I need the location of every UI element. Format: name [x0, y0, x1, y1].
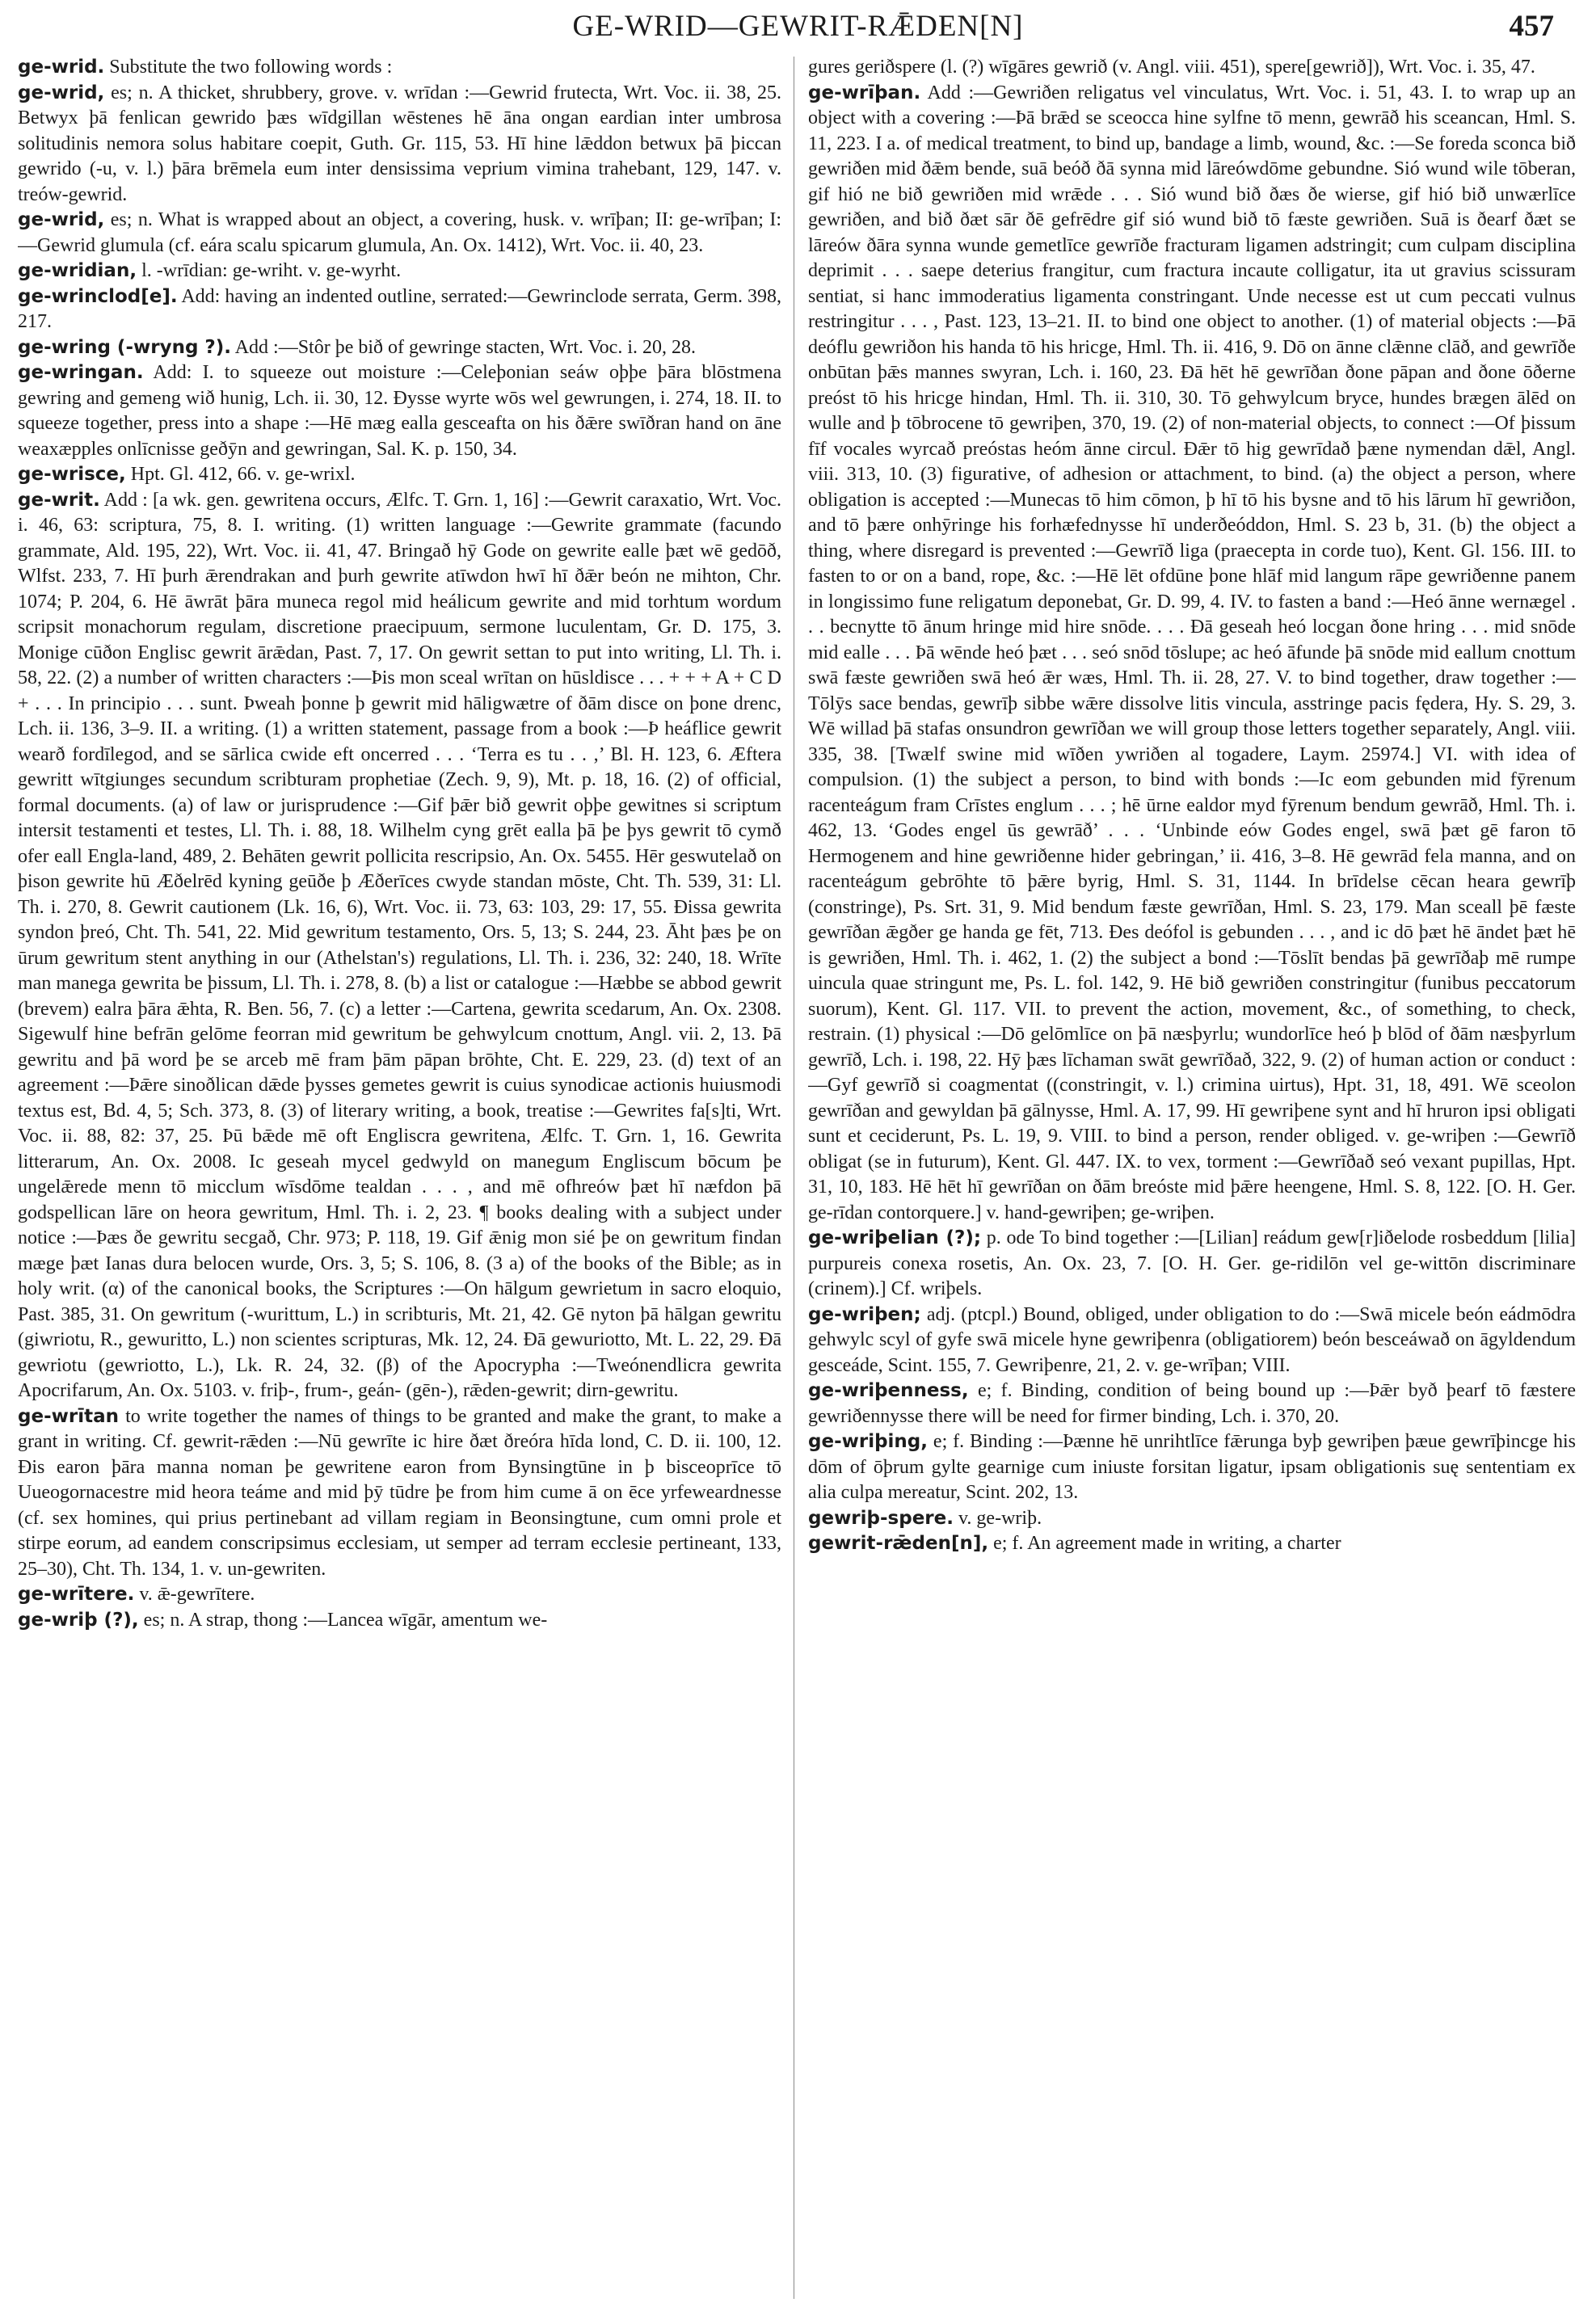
entry-headword: ge-wrītere. — [18, 1584, 135, 1605]
entry-definition: Hpt. Gl. 412, 66. v. ge-wrixl. — [130, 464, 356, 485]
dictionary-entry — [18, 1608, 781, 1634]
entry-headword: ge-wriþen; — [808, 1303, 921, 1325]
dictionary-entry — [808, 1303, 1576, 1379]
entry-definition: es; n. A thicket, shrubbery, grove. v. wrīdan :—Gewrid frutecta, Wrt. Voc. ii. 38, 25. Betwyx þā fenlican gewrido þæs wīdgillan wēstenes hē āna ongan eardian inter umbrosa solitudinis nemora solus habitare coepit, Guth. Gr. 115, 53. Hī hine lǣddon betwux þā þiccan gewrido (-u, v. l.) þāra brēmela eum inter densissima veprium vimina trahebant, 129, 147. v. treów-gewrid. — [18, 82, 781, 205]
entry-definition: e; f. An agreement made in writing, a charter — [993, 1533, 1341, 1554]
running-header — [32, 6, 1564, 47]
entry-headword: ge-wridian, — [18, 260, 137, 281]
entry-definition: v. ǣ-gewrītere. — [139, 1584, 255, 1605]
entry-definition: v. ge-wriþ. — [958, 1507, 1042, 1529]
left-column — [18, 55, 781, 2301]
entry-headword: ge-writ. — [18, 489, 100, 511]
entry-headword: ge-wrīþan. — [808, 82, 921, 103]
entry-headword: ge-wriþ (?), — [18, 1609, 139, 1631]
dictionary-entry — [18, 208, 781, 259]
entry-definition: Add : [a wk. gen. gewritena occurs, Ælfc. T. Grn. 1, 16] :—Gewrit caraxatio, Wrt. Voc. i. 46, 63: scriptura, 75, 8. I. writing. (1) written language :—Gewrite grammate (facundo grammate, Ald. 195, 22), Wrt. Voc. ii. 41, 47. Bringað hȳ Gode on gewrite ealle þæt wē gedōð, Wlfst. 233, 7. Hī þurh ǣrendrakan and þurh gewrite atīwdon hwī hī ðǣr beón ne mihton, Chr. 1074; P. 204, 6. Hē āwrāt þāra muneca regol mid heálicum gewrite and mid torhtum wordum scripsit monachorum regulam, discretione praecipuum, sermone luculentam, Gr. D. 175, 3. Monige cūðon Englisc gewrit ārǣdan, Past. 7, 17. On gewrit settan to put into writing, Ll. Th. i. 58, 22. (2) a number of written characters :—Þis mon sceal wrītan on hūsldisce . . . + + + A + C D + . . . In principio . . . sunt. Þweah þonne þ gewrit mid hāligwætre of ðām disce on þone drenc, Lch. ii. 136, 3–9. II. a writing. (1) a written statement, passage from a book :—Þ heáflice gewrit wearð fordīlegod, and se sārlica cwide eft oncerred . . . ‘Terra es tu . . ,’ Bl. H. 123, 6. Æftera gewritt wītgiunges secundum scribturam prophetiae (Zech. 9, 9), Mt. p. 18, 16. (2) of official, formal documents. (a) of law or jurisprudence :—Gif þǣr bið gewrit oþþe gewitnes si scriptum intersit testamenti et testes, Ll. Th. i. 88, 18. Wilhelm cyng grēt ealla þā þe þys gewrit tō cymð ofer eall Engla-land, 489, 2. Behāten gewrit pollicita rescripsio, An. Ox. 5455. Hēr geswutelað on þison gewrite hū Æðelrēd kyning geūðe þ Æðerīces cwyde standan mōste, Cht. Th. 539, 31: Ll. Th. i. 270, 8. Gewrit cautionem (Lk. 16, 6), Wrt. Voc. ii. 73, 63: 103, 29: 17, 55. Ðissa gewrita syndon þreó, Cht. Th. 541, 22. Mid gewritum testamento, Ors. 5, 13; S. 244, 23. Āht þæs þe on ūrum gewritum stent anything in our (Athelstan's) regulations, Ll. Th. i. 236, 32: 240, 18. Wrīte man manega gewrita be þissum, Ll. Th. i. 278, 8. (b) a list or catalogue :—Hæbbe se abbod gewrit (brevem) ealra þāra ǣhta, R. Ben. 56, 7. (c) a letter :—Cartena, gewrita scedarum, An. Ox. 2308. Sigewulf hine befrān gelōme feorran mid gewritum be gehwylcum cnottum, Angl. vii. 2, 13. Þā gewritu and þā word þe se arceb mē fram þām pāpan brōhte, Cht. E. 229, 23. (d) text of an agreement :—Þǣre sinoðlican dǣde þysses gemetes gewrit is cuius synodicae actionis huiusmodi textus est, Bd. 4, 5; Sch. 373, 8. (3) of literary writing, a book, treatise :—Gewrites fa[s]ti, Wrt. Voc. ii. 88, 82: 37, 25. Þū bǣde mē oft Engliscra gewritena, Ælfc. T. Grn. 1, 16. Gewrita litterarum, An. Ox. 2008. Ic geseah mycel gedwyld on manegum Engliscum bōcum þe ungelǣrede menn tō micclum wīsdōme tealdan . . . , and mē ofhreów þæt hī næfdon þā godspellican lāre on heora gewritum, Hml. Th. i. 2, 23. ¶ books dealing with a subject under notice :—Þæs ðe gewritu secgað, Chr. 973; P. 118, 19. Gif ǣnig mon sié þe on gewritum findan mæge þæt Ianas dura belocen wurde, Ors. 3, 5; S. 106, 8. (3 a) of the books of the Bible; as in holy writ. (α) of the canonical books, the Scriptures :—On hālgum gewrietum in sacro eloquio, Past. 385, 31. On gewritum (-wurittum, L.) in scribturis, Mt. 21, 42. Gē nyton þā hālgan gewritu (giwriotu, R., gewuritto, L.) non scientes scripturas, Mk. 12, 24. Ðā gewuriotto, Mt. L. 22, 29. Ðā gewriotu (gewriotto, L.), Lk. R. 24, 32. (β) of the Apocrypha :—Tweónendlicra gewrita Apocrifarum, An. Ox. 5103. v. friþ-, frum-, geán- (gēn-), rǣden-gewrit; dirn-gewritu. — [18, 489, 781, 1401]
entry-headword: ge-wring (-wryng ?). — [18, 336, 232, 358]
entry-definition: adj. (ptcpl.) Bound, obliged, under obligation to do :—Swā micele beón eádmōdra gehwylc scyl of gyfe swā micele hyne gewriþenra (obligatiorem) beón besceáwað on āgyldendum gesceáde, Scint. 155, 7. Gewriþenre, 21, 2. v. ge-wrīþan; VIII. — [808, 1303, 1576, 1376]
dictionary-entry — [18, 55, 781, 81]
dictionary-entry — [808, 81, 1576, 1227]
entry-definition: Add: I. to squeeze out moisture :—Celeþonian seáw oþþe þāra blōstmena gewring and gemeng wið hunig, Lch. ii. 30, 12. Ðysse wyrte wōs wel gewrungen, i. 274, 18. II. to squeeze together, press into a shape :—Hē mæg ealla gesceafta on his ðǣre swīðran hand on āne weaxæpples onlīcnisse geðȳn and gewringan, Sal. K. p. 150, 34. — [18, 362, 781, 460]
entry-headword: ge-wrītan — [18, 1405, 119, 1427]
dictionary-entry — [18, 1404, 781, 1583]
entry-definition: Add: having an indented outline, serrated:—Gewrinclode serrata, Germ. 398, 217. — [18, 285, 781, 332]
dictionary-entry — [18, 462, 781, 488]
dictionary-entry — [808, 1531, 1576, 1557]
entry-definition: es; n. A strap, thong :—Lancea wīgār, amentum we- — [143, 1609, 548, 1631]
entry-headword: ge-wrid, — [18, 82, 105, 103]
dictionary-entry — [808, 1506, 1576, 1532]
entry-headword: ge-wringan. — [18, 362, 144, 383]
dictionary-entry — [808, 55, 1576, 81]
entry-headword: ge-wrisce, — [18, 464, 126, 485]
dictionary-entry — [18, 488, 781, 1404]
entry-headword: ge-wrinclod[e]. — [18, 285, 178, 307]
entry-definition: e; f. Binding, condition of being bound up :—Þǣr byð þearf tō fæstere gewriðennysse there will be need for firmer binding, Lch. i. 370, 20. — [808, 1380, 1576, 1427]
dictionary-entry — [18, 259, 781, 284]
dictionary-entry — [18, 81, 781, 208]
dictionary-entry — [18, 284, 781, 335]
entry-definition: Add :—Gewriðen religatus vel vinculatus, Wrt. Voc. i. 51, 43. I. to wrap up an object with a covering :—Þā brǣd se sceocca hine sylfne tō menn, gewrāð his sceancan, Hml. S. 11, 223. I a. of medical treatment, to bind up, bandage a limb, wound, &c. :—Se foreda sconca bið gewriðen mid ðǣm bende, suā beóð ðā synna mid lāreówdōme gebundne. Sió wund wile tōberan, gif hió ne bið gewriðen mid wrǣde . . . Sió wund bið ðæs ðe wierse, gif hió bið unwærlīce gewriðen, and bið ðæt sār ðē gefrēdre gif sió wund bið tō fæste gewriðen. Suā is ðearf ðæt se lāreów ðāra synna wunde gemetlīce gewrīðe fracturam ligamen adstringit; cum culpam disciplina deprimit . . . saepe deterius frangitur, cum fractura incaute colligatur, ita ut gravius scissuram sentiat, si hanc immoderatius ligamenta constringant. Unde necesse est ut cum peccati vulnus restringitur . . . , Past. 123, 13–21. II. to bind one object to another. (1) of material objects :—Þā deóflu gewriðon his handa tō his hricge, Hml. Th. ii. 416, 9. Dō on ānne clǣnne clāð, and gewrīðe onbūtan þǣs mannes swyran, Lch. i. 160, 23. Ðā hēt hē gewrīðan ðone pāpan and ðone ōðerne preóst tō his hricge hindan, Hml. Th. ii. 310, 30. Tō gehwylcum bryce, hundes brægen ālēd on wulle and þ tōbrocene tō gewriþen, 370, 19. (2) of non-material objects, to connect :—Of þissum fīf vocales wyrcað preóstas heóm ānne circul. Ðǣr tō hig gewrīdað þæne nymendan dǣl, Angl. viii. 313, 10. (3) figurative, of adhesion or attachment, to bind. (a) the object a person, where obligation is accepted :—Munecas tō him cōmon, þ hī tō his bysne and tō his lārum hī gewriðon, and tō þære onhȳringe his forhæfednysse hī underðeóddon, Hml. S. 23 b, 31. (b) the object a thing, where disregard is prevented :—Gewrīð liga (praecepta in corde tuo), Kent. Gl. 156. III. to fasten to or on a band, rope, &c. :—Hē lēt ofdūne þone hlāf mid langum rāpe gewriðenne panem in longissimo fune religatum deponebat, Gr. D. 99, 4. IV. to fasten a band :—Heó ānne wernægel . . . becnytte tō ānum hringe mid hire snōde. . . . Ðā geseah heó locgan ðone hring . . . mid snōde mid ealle . . . Þā wēnde heó þæt . . . seó snōd tōslupe; ac heó āfunde þā snōde mid eallum cnottum swā fæste gewriðen swā heó ǣr wæs, Hml. Th. ii. 28, 27. V. to bind together, draw together :—Tōlȳs sace bendas, gewrīþ sibbe wǣre dissolve litis vincula, asstringe pacis fędera, Hy. S. 29, 3. Wē willad þā stafas onsundron gewrīðan we will group those letters together separately, Angl. viii. 335, 38. [Twælf swine mid wīðen ywriðen al togadere, Laym. 25974.] VI. with idea of compulsion. (1) the subject a person, to bind with bonds :—Ic eom gebunden mid fȳrenum racenteágum fram Crīstes englum . . . ; hē ūrne ealdor myd fȳrenum bendum gewrāð, Hml. Th. i. 462, 13. ‘Godes engel ūs gewrāð’ . . . ‘Unbinde eów Godes engel, swā þæt gē faron tō Hermogenem and hine gewriðenne hider gebringan,’ ii. 416, 3–8. Hē gewrād fela manna, and on racenteágum gebrōhte tō þǣre byrig, Hml. S. 31, 1144. In brīdelse cēcan heara gewrīþ (constringe), Ps. Srt. 31, 9. Mid bendum fæste gewrīðan, Hml. S. 23, 179. Man sceall þē fæste gewrīðan ǣgðer ge handa ge fēt, 713. Ðes deófol is gebunden . . . , and ic dō þæt hē āndet þæt hē is gewriðen, Hml. Th. i. 462, 1. (2) the subject a bond :—Tōslīt bendas þā gewrīðaþ mē rumpe uincula quae stringunt me, Ps. L. fol. 142, 9. Hē bið gewriðen constringitur (funibus peccatorum suorum), Kent. Gl. 117. VII. to prevent the action, movement, &c., of something, to check, restrain. (1) physical :—Dō gelōmlīce on þā næsþyrlu; wundorlīce heó þ blōd of ðām næsþyrlum gewrīð, Lch. i. 198, 22. Hȳ þæs līchaman swāt gewrīðað, 322, 9. (2) of human action or conduct :—Gyf gewrīð si coagmentat ((constringit, v. l.) crimina uirtus), Hpt. 31, 18, 491. Wē sceolon gewrīðan and gewyldan þā gālnysse, Hml. A. 17, 99. Hī gewriþene synt and hī hruron ipsi obligati sunt et ceciderunt, Ps. L. 19, 9. VIII. to bind a person, render obliged. v. ge-wriþen :—Gewrīð obligat (se in futurum), Kent. Gl. 447. IX. to vex, torment :—Gewrīðað seó vexant pupillas, Hpt. 31, 10, 183. Hē hēt hī gewrīðan on ðām breóste mid þǣre heengene, Hml. S. 8, 122. [O. H. Ger. ge-rīdan contorquere.] v. hand-gewriþen; ge-wriþen. — [808, 82, 1576, 1223]
dictionary-entry — [18, 1582, 781, 1608]
entry-definition: Add :—Stôr þe bið of gewringe stacten, Wrt. Voc. i. 20, 28. — [234, 336, 696, 358]
entry-definition: l. -wrīdian: ge-wriht. v. ge-wyrht. — [141, 260, 402, 281]
entry-definition: gures geriðspere (l. (?) wīgāres gewrið (v. Angl. viii. 451), spere[gewrið]), Wrt. Voc. i. 35, 47. — [808, 57, 1535, 78]
entry-definition: e; f. Binding :—Þænne hē unrihtlīce fǣrunga byþ gewriþen þæue gewrīþincge his dōm of ōþrum gylte gearnige cum iniuste forsitan ligatur, ipsam obligationis suę sententiam ex alia culpa mereatur, Scint. 202, 13. — [808, 1431, 1576, 1503]
entry-headword: ge-wriþelian (?); — [808, 1227, 982, 1248]
header-title: GE-WRID—GEWRIT-RǢDEN[N] — [572, 10, 1024, 43]
entry-headword: gewrit-rǣden[n], — [808, 1533, 989, 1554]
dictionary-entry — [18, 335, 781, 361]
right-column — [808, 55, 1576, 2301]
entry-definition: Substitute the two following words : — [109, 57, 393, 78]
entry-headword: ge-wriþenness, — [808, 1380, 969, 1401]
dictionary-entry — [808, 1429, 1576, 1506]
entry-headword: ge-wriþing, — [808, 1431, 929, 1452]
entry-definition: to write together the names of things to be granted and make the grant, to make a grant in writing. Cf. gewrit-rǣden :—Nū gewrīte ic hire ðæt ðreóra hīda lond, C. D. ii. 100, 12. Ðis earon þāra manna noman þe gewritene earon from Bynsingtūne in þ bisceoprīce tō Uueogornacestre mid heora teáme and mid þȳ tūdre þe from him cume ā on ēce yrfeweardnesse (cf. sex homines, qui prius pertinebant ad villam regiam in Beonsingtune, cum omni prole et stirpe eorum, ad eandem conscripsimus ecclesiam, ut semper ad terram ecclesie pertineant, 133, 25–30), Cht. Th. 134, 1. v. un-gewriten. — [18, 1405, 781, 1580]
entry-headword: ge-wrid. — [18, 57, 105, 78]
dictionary-entry — [18, 360, 781, 462]
entry-definition: p. ode To bind together :—[Lilian] reádum gew[r]iðelode rosbeddum [lilia] purpureis conexa rosetis, An. Ox. 23, 7. [O. H. Ger. ge-ridilōn vel ge-wittōn discriminare (crinem).] Cf. wriþels. — [808, 1227, 1576, 1299]
entry-headword: ge-wrid, — [18, 209, 105, 230]
dictionary-entry — [808, 1226, 1576, 1303]
entry-headword: gewriþ-spere. — [808, 1507, 954, 1529]
dictionary-entry — [808, 1379, 1576, 1429]
page-number: 457 — [1509, 10, 1554, 43]
entry-definition: es; n. What is wrapped about an object, a covering, husk. v. wrīþan; II: ge-wrīþan; I:—Gewrid glumula (cf. eára scalu spicarum glumula, An. Ox. 1412), Wrt. Voc. ii. 40, 23. — [18, 209, 781, 256]
